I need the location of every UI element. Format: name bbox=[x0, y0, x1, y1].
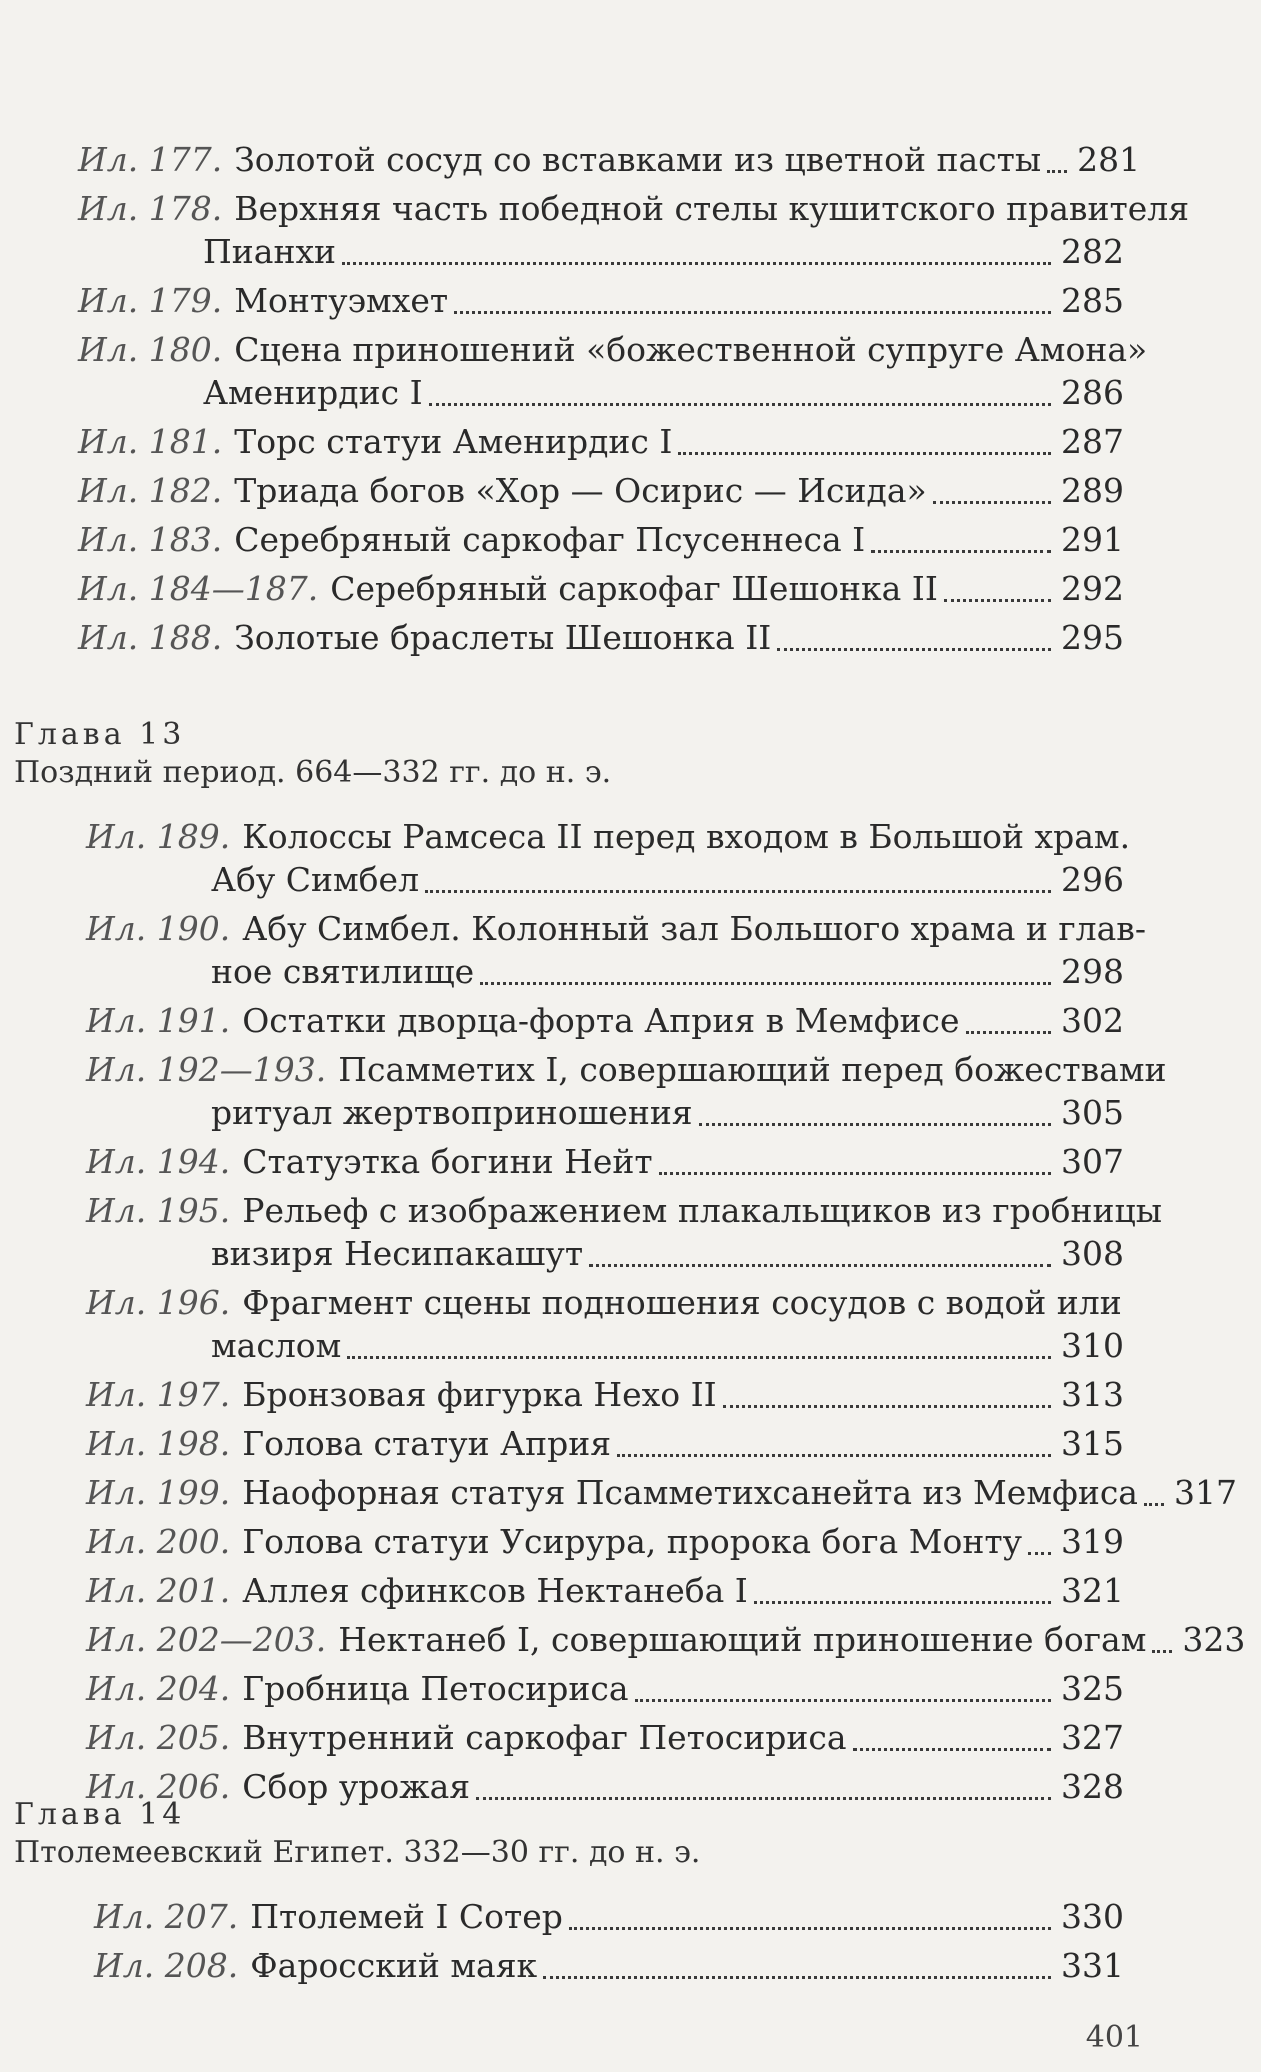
dot-leader bbox=[569, 1927, 1051, 1930]
list-item bbox=[78, 567, 1124, 610]
illustration-title: Внутренний саркофаг Петосириса bbox=[242, 1718, 847, 1757]
illustration-label: Ил. 196. bbox=[86, 1283, 231, 1322]
list-item bbox=[78, 187, 1190, 273]
page-ref: 307 bbox=[1061, 1142, 1124, 1181]
dot-leader bbox=[754, 1601, 1051, 1604]
illustration-label: Ил. 201. bbox=[86, 1571, 231, 1610]
illustration-title-continued: ритуал жертвоприношения bbox=[211, 1093, 693, 1132]
illustration-title: Золотой сосуд со вставками из цветной пасты bbox=[234, 140, 1042, 179]
list-item bbox=[86, 1373, 1124, 1416]
page-ref: 295 bbox=[1061, 618, 1124, 657]
illustration-label: Ил. 205. bbox=[86, 1718, 231, 1757]
page-number: 401 bbox=[1085, 2020, 1143, 2055]
page-ref: 330 bbox=[1061, 1897, 1124, 1936]
dot-leader bbox=[853, 1748, 1051, 1751]
dot-leader bbox=[944, 599, 1051, 602]
list-item bbox=[86, 1667, 1124, 1710]
illustration-title: Колоссы Рамсеса II перед входом в Большой храм. bbox=[242, 817, 1131, 856]
illustration-label: Ил. 195. bbox=[86, 1191, 231, 1230]
illustration-label: Ил. 182. bbox=[78, 471, 223, 510]
illustration-title: Остатки дворца-форта Априя в Мемфисе bbox=[242, 1001, 960, 1040]
page-ref: 331 bbox=[1061, 1946, 1124, 1985]
page-ref: 310 bbox=[1061, 1326, 1124, 1365]
list-item bbox=[86, 1422, 1124, 1465]
page-ref: 328 bbox=[1061, 1767, 1124, 1806]
list-item bbox=[78, 138, 1141, 181]
list-item bbox=[86, 1140, 1124, 1183]
list-block-chapter-14 bbox=[94, 1895, 1124, 1993]
page-ref: 327 bbox=[1061, 1718, 1124, 1757]
dot-leader bbox=[1152, 1650, 1172, 1653]
dot-leader bbox=[429, 403, 1051, 406]
illustration-title: Монтуэмхет bbox=[234, 281, 449, 320]
list-item bbox=[78, 328, 1148, 414]
page-ref: 286 bbox=[1061, 373, 1124, 412]
list-item bbox=[86, 1716, 1124, 1759]
list-item bbox=[86, 999, 1124, 1042]
dot-leader bbox=[933, 501, 1051, 504]
list-item bbox=[78, 469, 1124, 512]
dot-leader bbox=[635, 1699, 1051, 1702]
dot-leader bbox=[659, 1172, 1051, 1175]
illustration-label: Ил. 180. bbox=[78, 330, 223, 369]
illustration-title: Сбор урожая bbox=[242, 1767, 471, 1806]
illustration-title-continued: маслом bbox=[211, 1326, 342, 1365]
illustration-label: Ил. 177. bbox=[78, 140, 223, 179]
illustration-title: Золотые браслеты Шешонка II bbox=[234, 618, 772, 657]
illustration-label: Ил. 184—187. bbox=[78, 569, 319, 608]
page-ref: 323 bbox=[1182, 1620, 1246, 1659]
page-ref: 298 bbox=[1061, 952, 1124, 991]
page-ref: 305 bbox=[1061, 1093, 1124, 1132]
illustration-title: Серебряный саркофаг Псусеннеса I bbox=[234, 520, 866, 559]
page-ref: 285 bbox=[1061, 281, 1124, 320]
illustration-label: Ил. 207. bbox=[94, 1897, 239, 1936]
page-ref: 308 bbox=[1061, 1234, 1124, 1273]
illustration-label: Ил. 198. bbox=[86, 1424, 231, 1463]
illustration-title: Абу Симбел. Колонный зал Большого храма и глав- bbox=[242, 909, 1146, 948]
list-block-chapter-13 bbox=[86, 815, 1246, 1814]
illustration-title: Фрагмент сцены подношения сосудов с водой или bbox=[242, 1283, 1122, 1322]
dot-leader bbox=[425, 890, 1051, 893]
illustration-title: Птолемей I Сотер bbox=[250, 1897, 563, 1936]
dot-leader bbox=[678, 452, 1051, 455]
illustration-title: Фаросский маяк bbox=[250, 1946, 538, 1985]
list-block-chapter-12 bbox=[78, 138, 1190, 665]
page-ref: 319 bbox=[1061, 1522, 1124, 1561]
chapter-14-heading bbox=[14, 1796, 700, 1872]
illustration-label: Ил. 189. bbox=[86, 817, 231, 856]
illustration-title: Псамметих I, совершающий перед божествами bbox=[338, 1050, 1167, 1089]
page-ref: 315 bbox=[1061, 1424, 1124, 1463]
dot-leader bbox=[699, 1123, 1051, 1126]
chapter-13-heading bbox=[14, 716, 611, 792]
illustration-title-continued: Абу Симбел bbox=[211, 860, 420, 899]
illustration-title: Триада богов «Хор — Осирис — Исида» bbox=[234, 471, 927, 510]
illustration-title: Сцена приношений «божественной супруге Амона» bbox=[234, 330, 1148, 369]
list-item bbox=[86, 1520, 1124, 1563]
dot-leader bbox=[777, 648, 1051, 651]
list-item bbox=[94, 1895, 1124, 1938]
illustration-label: Ил. 178. bbox=[78, 189, 223, 228]
illustration-title: Голова статуи Усирура, пророка бога Монту bbox=[242, 1522, 1023, 1561]
chapter-number: Глава 13 bbox=[14, 717, 186, 752]
illustration-label: Ил. 190. bbox=[86, 909, 231, 948]
list-item bbox=[78, 518, 1124, 561]
dot-leader bbox=[1047, 170, 1067, 173]
dot-leader bbox=[871, 550, 1051, 553]
list-item bbox=[86, 815, 1131, 901]
illustration-label: Ил. 183. bbox=[78, 520, 223, 559]
page-ref: 281 bbox=[1077, 140, 1141, 179]
page-ref: 321 bbox=[1061, 1571, 1124, 1610]
dot-leader bbox=[543, 1976, 1051, 1979]
illustration-label: Ил. 202—203. bbox=[86, 1620, 327, 1659]
illustration-label: Ил. 194. bbox=[86, 1142, 231, 1181]
illustration-label: Ил. 206. bbox=[86, 1767, 231, 1806]
dot-leader bbox=[1028, 1552, 1051, 1555]
illustration-label: Ил. 197. bbox=[86, 1375, 231, 1414]
page-ref: 287 bbox=[1061, 422, 1124, 461]
dot-leader bbox=[342, 262, 1051, 265]
illustration-title: Аллея сфинксов Нектанеба I bbox=[242, 1571, 748, 1610]
list-item bbox=[94, 1944, 1124, 1987]
dot-leader bbox=[617, 1454, 1051, 1457]
dot-leader bbox=[1144, 1503, 1164, 1506]
dot-leader bbox=[723, 1405, 1051, 1408]
illustration-title: Гробница Петосириса bbox=[242, 1669, 629, 1708]
illustration-title-continued: Пианхи bbox=[203, 232, 337, 271]
dot-leader bbox=[966, 1031, 1051, 1034]
illustration-label: Ил. 181. bbox=[78, 422, 223, 461]
illustration-title-continued: Аменирдис I bbox=[203, 373, 423, 412]
chapter-title: Птолемеевский Египет. 332—30 гг. до н. э. bbox=[14, 1835, 701, 1870]
list-item bbox=[78, 279, 1124, 322]
illustration-title: Серебряный саркофаг Шешонка II bbox=[330, 569, 938, 608]
illustration-label: Ил. 192—193. bbox=[86, 1050, 327, 1089]
illustration-title: Торс статуи Аменирдис I bbox=[234, 422, 673, 461]
illustration-title: Голова статуи Априя bbox=[242, 1424, 612, 1463]
illustration-label: Ил. 188. bbox=[78, 618, 223, 657]
illustration-label: Ил. 204. bbox=[86, 1669, 231, 1708]
list-item bbox=[86, 1048, 1167, 1134]
illustration-label: Ил. 179. bbox=[78, 281, 223, 320]
illustration-title: Нектанеб I, совершающий приношение богам bbox=[338, 1620, 1147, 1659]
illustration-title: Наофорная статуя Псамметихсанейта из Мемфиса bbox=[242, 1473, 1138, 1512]
dot-leader bbox=[454, 311, 1051, 314]
list-item bbox=[86, 907, 1146, 993]
illustration-title-continued: визиря Несипакашут bbox=[211, 1234, 584, 1273]
illustration-label: Ил. 208. bbox=[94, 1946, 239, 1985]
list-item bbox=[78, 616, 1124, 659]
page-ref: 282 bbox=[1061, 232, 1124, 271]
illustration-title: Статуэтка богини Нейт bbox=[242, 1142, 653, 1181]
illustration-label: Ил. 199. bbox=[86, 1473, 231, 1512]
chapter-title: Поздний период. 664—332 гг. до н. э. bbox=[14, 755, 612, 790]
illustration-title: Бронзовая фигурка Нехо II bbox=[242, 1375, 717, 1414]
dot-leader bbox=[347, 1356, 1051, 1359]
illustration-title: Верхняя часть победной стелы кушитского правителя bbox=[234, 189, 1190, 228]
page-ref: 317 bbox=[1173, 1473, 1237, 1512]
page-ref: 325 bbox=[1061, 1669, 1124, 1708]
illustration-title: Рельеф с изображением плакальщиков из гробницы bbox=[242, 1191, 1163, 1230]
page-ref: 289 bbox=[1061, 471, 1124, 510]
list-item bbox=[86, 1471, 1237, 1514]
page-ref: 291 bbox=[1061, 520, 1124, 559]
list-item bbox=[86, 1189, 1163, 1275]
page-ref: 296 bbox=[1061, 860, 1124, 899]
page-ref: 313 bbox=[1061, 1375, 1124, 1414]
chapter-number: Глава 14 bbox=[14, 1797, 186, 1832]
page-ref: 302 bbox=[1061, 1001, 1124, 1040]
list-item bbox=[78, 420, 1124, 463]
list-item bbox=[86, 1618, 1246, 1661]
dot-leader bbox=[589, 1264, 1051, 1267]
illustration-label: Ил. 200. bbox=[86, 1522, 231, 1561]
page-ref: 292 bbox=[1061, 569, 1124, 608]
list-item bbox=[86, 1569, 1124, 1612]
illustration-label: Ил. 191. bbox=[86, 1001, 231, 1040]
list-item bbox=[86, 1281, 1124, 1367]
dot-leader bbox=[480, 982, 1051, 985]
illustration-title-continued: ное святилище bbox=[211, 952, 475, 991]
